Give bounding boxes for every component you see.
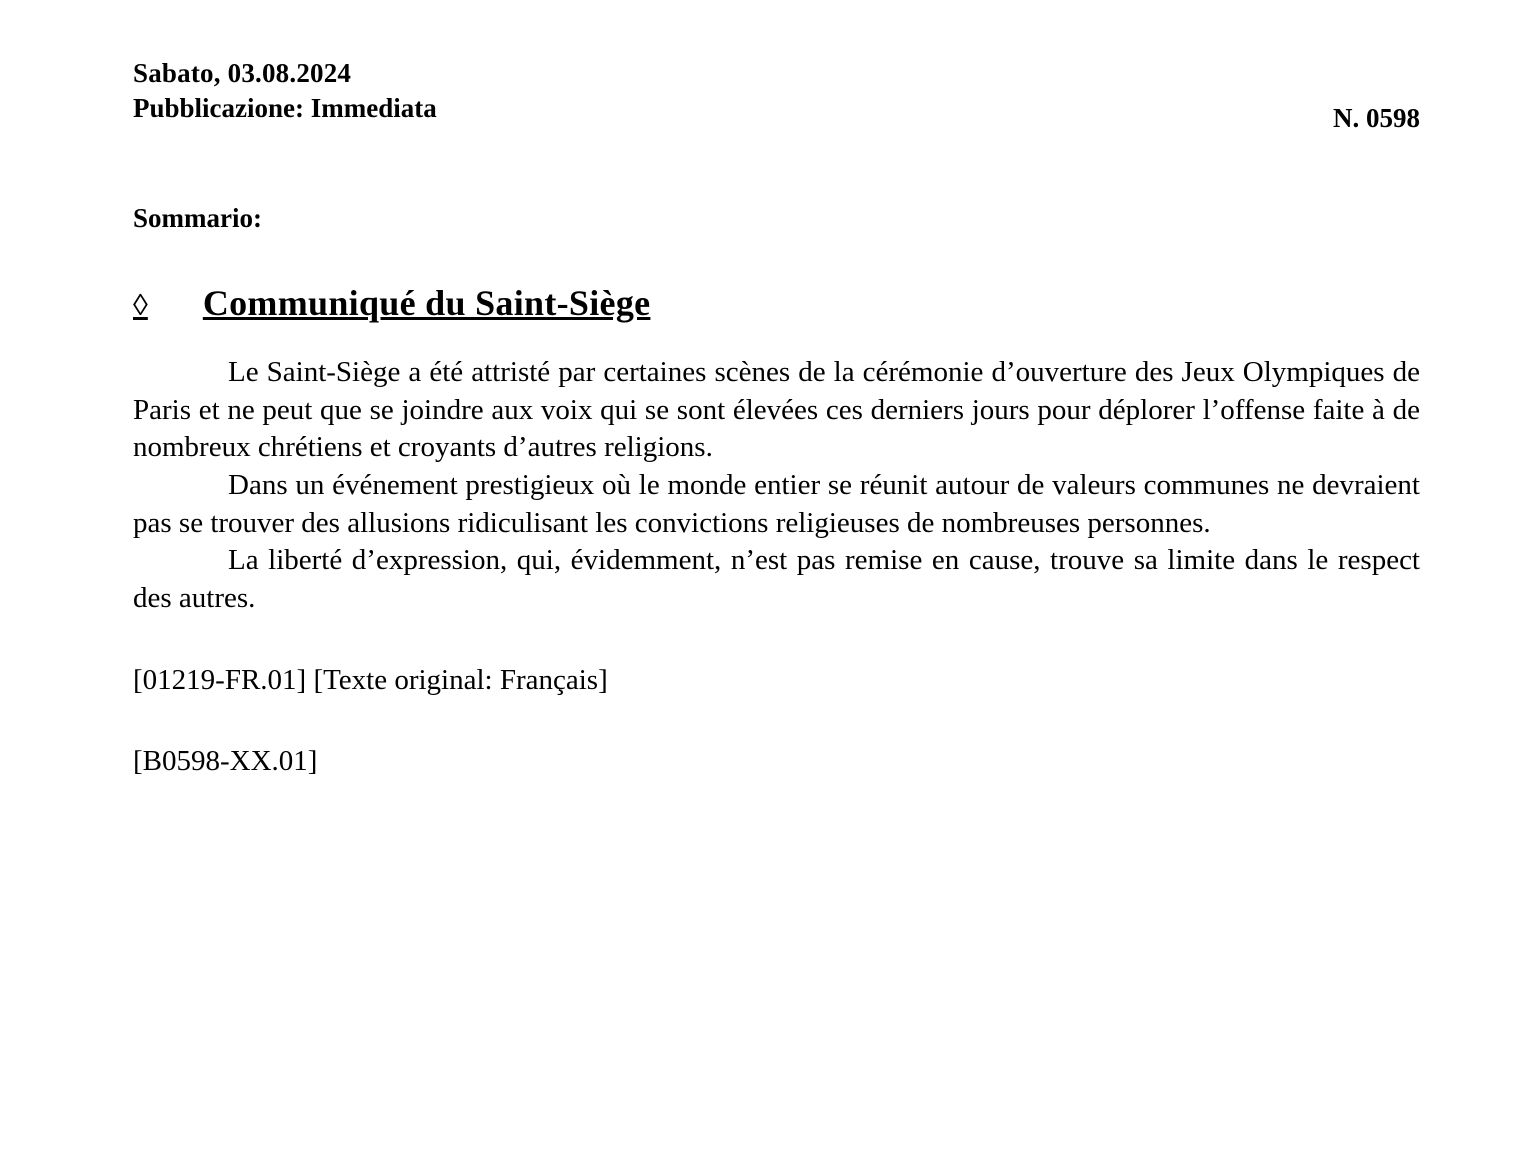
document-body [133,354,1420,618]
diamond-icon: ◊ [133,289,148,322]
body-paragraph: Le Saint-Siège a été attristé par certaines scènes de la cérémonie d’ouverture des Jeux Olympiques de Paris et ne peut que se joindre aux voix qui se sont élevées ces derniers jours pour déplorer l’offense faite à de nombreux chrétiens et croyants d’autres religions. [133,356,1420,464]
publication-date: Sabato, 03.08.2024 [133,58,352,88]
publication-status: Pubblicazione: Immediata [133,93,437,123]
summary-label: Sommario: [133,203,262,233]
summary-heading [133,282,1420,324]
body-paragraph: La liberté d’expression, qui, évidemment, n’est pas remise en cause, trouve sa limite dans le respect des autres. [133,544,1420,615]
bulletin-number: N. 0598 [1333,103,1420,133]
body-paragraph: Dans un événement prestigieux où le monde entier se réunit autour de valeurs communes ne devraient pas se trouver des allusions ridiculisant les convictions religieuses de nombreuses personnes. [133,469,1420,539]
document-header [133,58,1420,158]
reference-original-text: [01219-FR.01] [Texte original: Français] [133,663,608,696]
reference-bulletin-code: [B0598-XX.01] [133,744,318,777]
summary-heading-text: Communiqué du Saint-Siège [202,283,651,323]
